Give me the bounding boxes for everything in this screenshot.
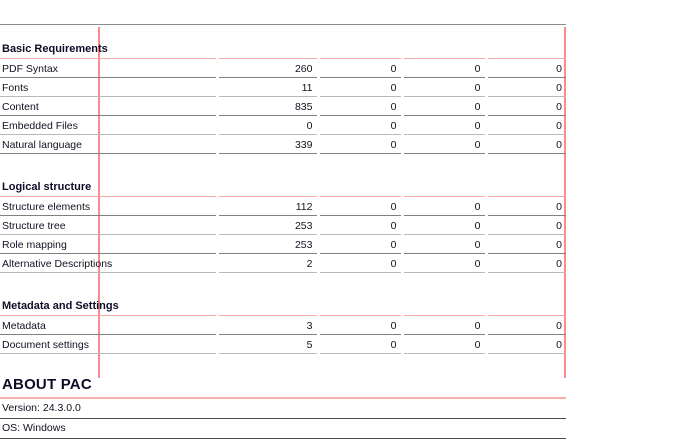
section-spacer xyxy=(0,154,566,164)
check-count-cell: 0 xyxy=(486,235,566,254)
check-name-cell: Metadata xyxy=(0,316,217,335)
section-spacer-cell xyxy=(0,154,566,164)
table-row[interactable] xyxy=(0,78,566,97)
check-count-cell: 0 xyxy=(486,316,566,335)
check-count-cell: 253 xyxy=(217,216,318,235)
table-row[interactable] xyxy=(0,216,566,235)
check-count-cell: 835 xyxy=(217,97,318,116)
check-count-cell: 0 xyxy=(486,59,566,78)
check-count-cell: 5 xyxy=(217,335,318,354)
check-count-cell: 0 xyxy=(217,116,318,135)
about-pac-row: OS: Windows xyxy=(0,419,566,439)
check-count-cell: 0 xyxy=(402,335,486,354)
check-count-cell: 0 xyxy=(402,78,486,97)
table-row[interactable] xyxy=(0,59,566,78)
table-header-cell xyxy=(318,9,402,25)
check-count-cell: 253 xyxy=(217,235,318,254)
check-count-cell: 0 xyxy=(402,316,486,335)
check-name-cell: PDF Syntax xyxy=(0,59,217,78)
check-count-cell: 0 xyxy=(486,135,566,154)
check-count-cell: 0 xyxy=(318,97,402,116)
check-count-cell: 0 xyxy=(318,197,402,216)
section-header-label: Logical structure xyxy=(0,163,566,197)
check-count-cell: 0 xyxy=(318,78,402,97)
check-count-cell: 0 xyxy=(402,235,486,254)
section-header-row xyxy=(0,25,566,59)
table-row[interactable] xyxy=(0,135,566,154)
check-count-cell: 0 xyxy=(486,116,566,135)
table-row[interactable] xyxy=(0,316,566,335)
section-spacer-cell xyxy=(0,273,566,283)
table-row[interactable] xyxy=(0,254,566,273)
check-name-cell: Alternative Descriptions xyxy=(0,254,217,273)
check-count-cell: 0 xyxy=(318,59,402,78)
check-count-cell: 0 xyxy=(486,335,566,354)
check-count-cell: 0 xyxy=(402,216,486,235)
page-content-sheet xyxy=(0,9,566,439)
section-spacer xyxy=(0,273,566,283)
check-count-cell: 0 xyxy=(402,254,486,273)
check-count-cell: 0 xyxy=(486,78,566,97)
check-count-cell: 0 xyxy=(318,335,402,354)
about-pac-title: ABOUT PAC xyxy=(0,376,566,399)
check-name-cell: Natural language xyxy=(0,135,217,154)
section-header-row xyxy=(0,163,566,197)
check-count-cell: 0 xyxy=(486,197,566,216)
table-row[interactable] xyxy=(0,97,566,116)
check-count-cell: 0 xyxy=(318,116,402,135)
check-count-cell: 0 xyxy=(402,135,486,154)
check-count-cell: 3 xyxy=(217,316,318,335)
check-count-cell: 0 xyxy=(402,59,486,78)
table-header-cell xyxy=(217,9,318,25)
check-name-cell: Embedded Files xyxy=(0,116,217,135)
check-count-cell: 0 xyxy=(318,316,402,335)
check-count-cell: 260 xyxy=(217,59,318,78)
check-count-cell: 0 xyxy=(486,254,566,273)
check-count-cell: 0 xyxy=(318,235,402,254)
about-pac-section xyxy=(0,376,566,439)
check-name-cell: Document settings xyxy=(0,335,217,354)
section-header-label: Basic Requirements xyxy=(0,25,566,59)
check-name-cell: Structure elements xyxy=(0,197,217,216)
check-count-cell: 0 xyxy=(318,254,402,273)
check-count-cell: 0 xyxy=(486,97,566,116)
table-row[interactable] xyxy=(0,116,566,135)
check-count-cell: 0 xyxy=(402,97,486,116)
check-count-cell: 0 xyxy=(318,135,402,154)
section-header-row xyxy=(0,282,566,316)
table-header-cell xyxy=(402,9,486,25)
check-name-cell: Structure tree xyxy=(0,216,217,235)
check-count-cell: 11 xyxy=(217,78,318,97)
check-count-cell: 0 xyxy=(486,216,566,235)
check-count-cell: 0 xyxy=(318,216,402,235)
table-header-row-clipped xyxy=(0,9,566,25)
section-header-label: Metadata and Settings xyxy=(0,282,566,316)
check-name-cell: Fonts xyxy=(0,78,217,97)
check-name-cell: Content xyxy=(0,97,217,116)
check-count-cell: 2 xyxy=(217,254,318,273)
table-row[interactable] xyxy=(0,197,566,216)
check-count-cell: 112 xyxy=(217,197,318,216)
page-content-viewport xyxy=(0,20,566,434)
about-pac-row: Version: 24.3.0.0 xyxy=(0,399,566,419)
check-name-cell: Role mapping xyxy=(0,235,217,254)
check-count-cell: 339 xyxy=(217,135,318,154)
table-row[interactable] xyxy=(0,235,566,254)
accessibility-results-table xyxy=(0,9,566,354)
table-row[interactable] xyxy=(0,335,566,354)
table-header-cell xyxy=(0,9,217,25)
check-count-cell: 0 xyxy=(402,116,486,135)
check-count-cell: 0 xyxy=(402,197,486,216)
table-header-cell xyxy=(486,9,566,25)
